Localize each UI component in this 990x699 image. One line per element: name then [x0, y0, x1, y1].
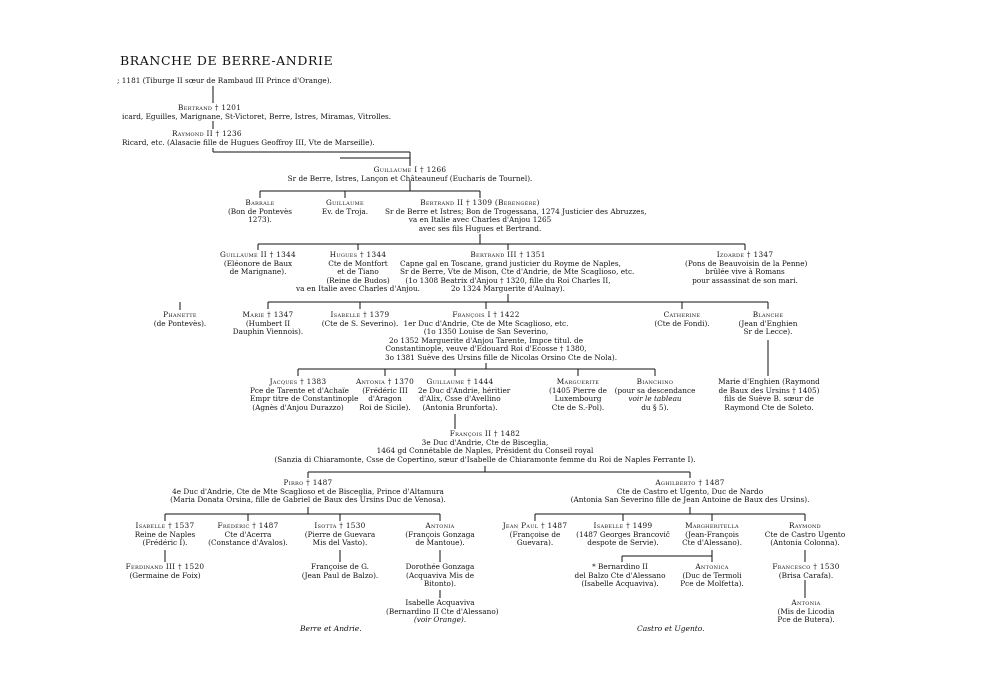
node-pirro: Pirro † 1487 4e Duc d'Andrie, Cte de Mte Scaglioso et de Bisceglia, Prince d'Altamura (Maria Donata Orsina, fille de Gabriel de Baux des Ursins Duc de Venosa). — [170, 478, 446, 505]
node-isabelle-1537: Isabelle † 1537 Reine de Naples (Frédéric I). — [134, 521, 196, 548]
node-bernardino: * Bernardino II del Balzo Cte d'Alessano (Isabelle Acquaviva). — [574, 562, 666, 589]
node-guillaume-ev: Guillaume Ev. de Troja. — [321, 198, 369, 216]
node-francesco: Francesco † 1530 (Brisa Carafa). — [772, 562, 840, 580]
node-jean-paul: Jean Paul † 1487 (Françoise de Guevara). — [502, 521, 568, 548]
node-isabelle-acquaviva: Isabelle Acquaviva (Bernardino II Cte d'Alessano) (voir Orange). — [386, 598, 499, 625]
node-margheritella: Margheritella (Jean-François Cte d'Alessano). — [682, 521, 742, 548]
node-isabelle-1379: Isabelle † 1379 (Cte de S. Severino). — [321, 310, 399, 328]
node-ferdinand-iii: Ferdinand III † 1520 (Germaine de Foix) — [125, 562, 205, 580]
node-marie-enghien: Marie d'Enghien (Raymond de Baux des Ursins † 1405) fils de Suève B. sœur de Raymond Cte de Soleto. — [718, 377, 820, 412]
node-antonia-gonzaga: Antonia (François Gonzaga de Mantoue). — [405, 521, 475, 548]
node-jacques: Jacques † 1383 Pce de Tarente et d'Achaïe Empr titre de Constantinople (Agnès d'Anjou Durazzo) — [250, 377, 359, 412]
node-guillaume-i: Guillaume I † 1266 Sr de Berre, Istres, Lançon et Châteauneuf (Eucharis de Tournel). — [287, 165, 533, 183]
node-frederic: Frédéric † 1487 Cte d'Acerra (Constance d'Avalos). — [208, 521, 288, 548]
node-hugues: Hugues † 1344 Cte de Montfort et de Tiano (Reine de Budos) va en Italie avec Charles d'Anjou. — [296, 250, 420, 294]
node-francois-ii: François II † 1482 3e Duc d'Andrie, Cte de Bisceglia, 1464 gd Connétable de Naples, Président du Conseil royal (Sanzia di Chiaramonte, Csse de Copertino, sœur d'Isabelle de Chiaramonte femme du Roi de Naples Ferrante I). — [274, 429, 696, 464]
node-bianchino: Bianchino (pour sa descendance voir le tableau du § 5). — [614, 377, 696, 412]
node-tiburge: ; 1181 (Tiburge II sœur de Rambaud III Prince d'Orange). — [117, 76, 332, 85]
node-bertrand-iii: Bertrand III † 1351 Capne gal en Toscane, grand justicier du Royme de Naples, Sr de Berre, Vte de Mison, Cte d'Andrie, de Mte Scaglioso, etc. (1o 1308 Beatrix d'Anjou † 1320, fille du Roi Charles II, 2o 1324 Marguerite d'Aulnay). — [400, 250, 635, 294]
node-dorothee: Dorothée Gonzaga (Acquaviva Mis de Bitonto). — [405, 562, 475, 589]
node-catherine: Catherine (Cte de Fondi). — [654, 310, 710, 328]
node-guillaume-1444: Guillaume † 1444 2e Duc d'Andrie, héritier d'Alix, Csse d'Avellino (Antonia Brunforta). — [418, 377, 511, 412]
caption-castro-ugento: Castro et Ugento. — [637, 624, 705, 633]
node-francoise-g: Françoise de G. (Jean Paul de Balzo). — [301, 562, 379, 580]
caption-berre-andrie: Berre et Andrie. — [300, 624, 362, 633]
node-raymond-castro: Raymond Cte de Castro Ugento (Antonia Colonna). — [764, 521, 846, 548]
node-bertrand-1201: Bertrand † 1201 icard, Eguilles, Marignane, St-Victoret, Berre, Istres, Miramas, Vitrolles. — [122, 103, 392, 121]
node-bertrand-ii: Bertrand II † 1309 (Berengère) Sr de Berre et Istres; Bon de Trogessana, 1274 Justicier des Abruzzes, va en Italie avec Charles d'Anjou 1265 avec ses fils Hugues et Bertrand. — [385, 198, 647, 233]
node-isabelle-1499: Isabelle † 1499 (1487 Georges Brancovič despote de Servie). — [576, 521, 670, 548]
node-antonica: Antonica (Duc de Termoli Pce de Molfetta). — [680, 562, 744, 589]
node-isotta: Isotta † 1530 (Pierre de Guevara Mis del Vasto). — [304, 521, 376, 548]
node-raymond-ii: Raymond II † 1236 Ricard, etc. (Alasacie fille de Hugues Geoffroy III, Vte de Marseille). — [122, 129, 375, 147]
page-title: BRANCHE DE BERRE-ANDRIE — [120, 53, 334, 68]
node-francois-i: François I † 1422 1er Duc d'Andrie, Cte de Mte Scaglioso, etc. (1o 1350 Louise de San Severino, 2o 1352 Marguerite d'Anjou Tarente, Impce titul. de Constantinople, veuve d'Edouard Roi d'Ecosse † 1380, 3o 1381 Suève des Ursins fille de Nicolas Orsino Cte de Nola). — [385, 310, 618, 362]
node-antonia-1370: Antonia † 1370 (Frédéric III d'Aragon Roi de Sicile). — [355, 377, 415, 412]
node-blanche: Blanche (Jean d'Enghien Sr de Lecce). — [738, 310, 798, 337]
node-guillaume-ii: Guillaume II † 1344 (Eléonore de Baux de Marignane). — [220, 250, 296, 277]
node-izoarde: Izoarde † 1347 (Pons de Beauvoisin de la Penne) brûlée vive à Romans pour assassinat de son mari. — [685, 250, 808, 285]
node-antonia-licodia: Antonia (Mis de Licodia Pce de Butera). — [777, 598, 835, 625]
node-marguerite: Marguerite (1405 Pierre de Luxembourg Cte de S.-Pol). — [549, 377, 607, 412]
node-marie: Marie † 1347 (Humbert II Dauphin Viennois). — [232, 310, 304, 337]
node-phanette: Phanette (de Pontevès). — [153, 310, 207, 328]
node-aghilberto: Aghilberto † 1487 Cte de Castro et Ugento, Duc de Nardo (Antonia San Severino fille de Jean Antoine de Baux des Ursins). — [570, 478, 810, 505]
node-barrale: Barrale (Bon de Pontevès 1273). — [227, 198, 293, 225]
